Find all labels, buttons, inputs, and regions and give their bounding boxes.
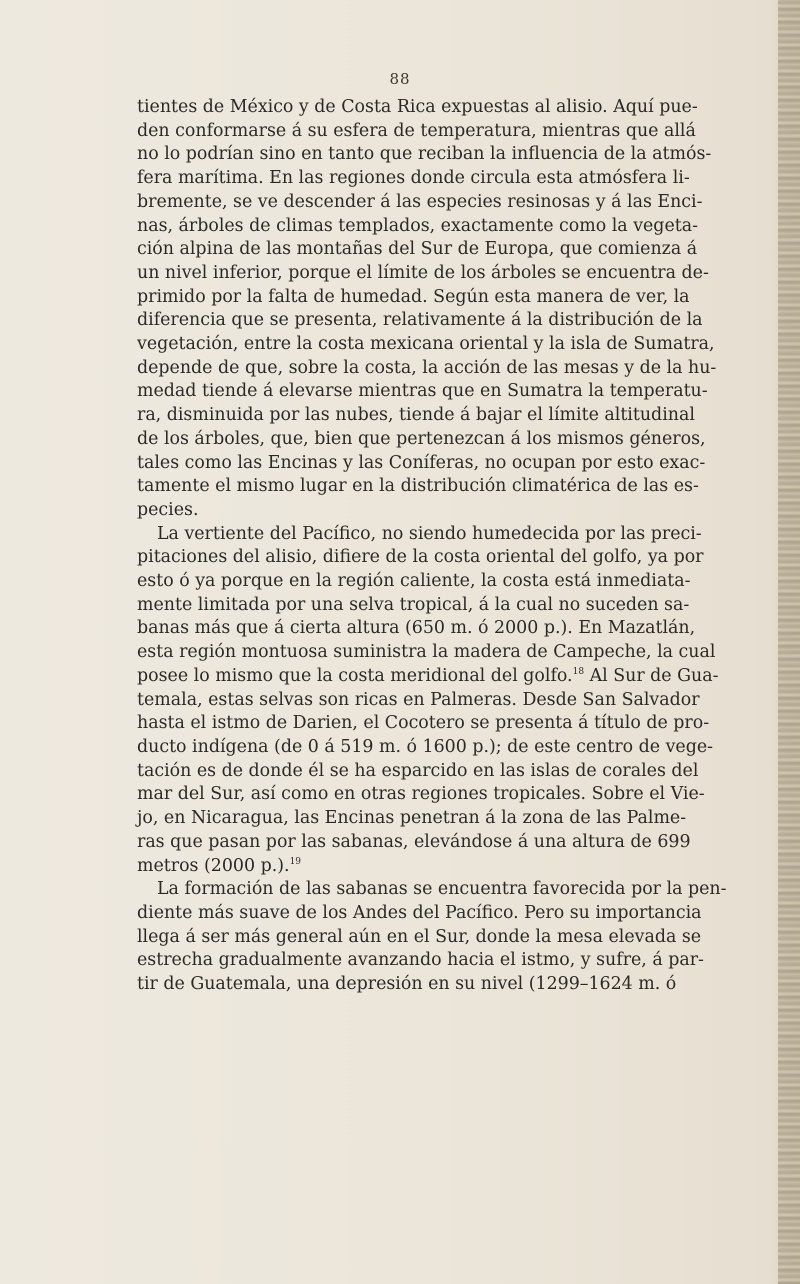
page-number: 88	[389, 70, 411, 88]
text-line-content: ras que pasan por las sabanas, elevándose á una altura de 699	[137, 831, 691, 852]
text-line-content: medad tiende á elevarse mientras que en Sumatra la temperatu-	[137, 381, 708, 402]
text-line-content: ción alpina de las montañas del Sur de Europa, que comienza á	[137, 239, 698, 260]
text-line-content: ra, disminuida por las nubes, tiende á bajar el límite altitudinal	[137, 405, 695, 426]
text-line-content: temala, estas selvas son ricas en Palmeras. Desde San Salvador	[137, 689, 700, 710]
text-line-content: La vertiente del Pacífico, no siendo humedecida por las preci-	[157, 523, 702, 544]
text-line-content: fera marítima. En las regiones donde circula esta atmósfera li-	[137, 168, 690, 189]
text-line	[137, 878, 727, 902]
text-line-content: mar del Sur, así como en otras regiones tropicales. Sobre el Vie-	[137, 784, 705, 805]
text-line	[137, 499, 667, 523]
text-line	[137, 594, 690, 618]
text-line-content: depende de que, sobre la costa, la acción de las mesas y de la hu-	[137, 357, 717, 378]
body-text	[137, 96, 727, 997]
text-line-content: tales como las Encinas y las Coníferas, no ocupan por esto exac-	[137, 452, 706, 473]
text-line-content: un nivel inferior, porque el límite de los árboles se encuentra de-	[137, 262, 709, 283]
text-line	[137, 689, 700, 713]
text-line	[137, 546, 704, 570]
text-line	[137, 120, 696, 144]
text-line	[137, 736, 714, 760]
text-line	[137, 96, 698, 120]
page-edge	[778, 0, 800, 1284]
text-line	[137, 926, 702, 950]
text-line	[137, 167, 690, 191]
text-line	[137, 665, 719, 689]
text-line	[137, 760, 699, 784]
text-line-content: no lo podrían sino en tanto que reciban la influencia de la atmós-	[137, 144, 712, 165]
text-line-content: tir de Guatemala, una depresión en su nivel (1299–1624 m. ó	[137, 974, 677, 995]
text-line	[137, 428, 706, 452]
text-line-content: pecies.	[137, 499, 199, 520]
text-line	[137, 973, 677, 997]
text-line	[137, 380, 708, 404]
text-line	[137, 262, 709, 286]
text-line-content: jo, en Nicaragua, las Encinas penetran á la zona de las Palme-	[137, 808, 687, 829]
text-line-content: diferencia que se presenta, relativamente á la distribución de la	[137, 310, 703, 331]
text-line	[137, 902, 702, 926]
text-line	[137, 783, 705, 807]
text-line	[137, 831, 691, 855]
text-line	[137, 309, 703, 333]
text-line-content: bremente, se ve descender á las especies resinosas y á las Enci-	[137, 191, 703, 212]
text-line	[137, 641, 716, 665]
text-line-content: estrecha gradualmente avanzando hacia el istmo, y sufre, á par-	[137, 950, 704, 971]
text-line-content: ducto indígena (de 0 á 519 m. ó 1600 p.); de este centro de vege-	[137, 736, 714, 757]
text-line	[137, 143, 712, 167]
footnote-marker: 19	[289, 856, 302, 867]
text-line-content: esto ó ya porque en la región caliente, la costa está inmediata-	[137, 571, 691, 592]
text-line	[137, 617, 696, 641]
text-line	[137, 333, 715, 357]
text-line-content: tamente el mismo lugar en la distribución climatérica de las es-	[137, 476, 699, 497]
text-line	[137, 855, 667, 879]
text-line-content: primido por la falta de humedad. Según esta manera de ver, la	[137, 286, 690, 307]
text-line	[137, 475, 699, 499]
text-line	[137, 286, 690, 310]
text-line	[137, 191, 703, 215]
text-line-content: nas, árboles de climas templados, exactamente como la vegeta-	[137, 215, 698, 236]
text-line-content: banas más que á cierta altura (650 m. ó 2000 p.). En Mazatlán,	[137, 618, 696, 639]
text-line	[137, 215, 698, 239]
text-line	[137, 404, 695, 428]
text-line-content: diente más suave de los Andes del Pacífico. Pero su importancia	[137, 902, 702, 923]
text-line-content: llega á ser más general aún en el Sur, donde la mesa elevada se	[137, 926, 702, 947]
text-line-content: hasta el istmo de Darien, el Cocotero se presenta á título de pro-	[137, 713, 710, 734]
text-line	[137, 807, 687, 831]
text-line	[137, 523, 702, 547]
text-line	[137, 452, 706, 476]
text-line-content: posee lo mismo que la costa meridional del golfo.	[137, 665, 573, 686]
text-line	[137, 949, 704, 973]
text-line-content: vegetación, entre la costa mexicana oriental y la isla de Sumatra,	[137, 334, 715, 355]
text-line	[137, 238, 698, 262]
text-line-content: tación es de donde él se ha esparcido en las islas de corales del	[137, 760, 699, 781]
text-line-content: La formación de las sabanas se encuentra favorecida por la pen-	[157, 879, 727, 900]
text-line-continuation: Al Sur de Gua-	[584, 665, 719, 686]
text-line-content: tientes de México y de Costa Rica expuestas al alisio. Aquí pue-	[137, 97, 698, 117]
text-line-content: pitaciones del alisio, difiere de la costa oriental del golfo, ya por	[137, 547, 704, 568]
text-line	[137, 570, 691, 594]
text-line-content: de los árboles, que, bien que pertenezcan á los mismos géneros,	[137, 428, 706, 449]
text-line-content: esta región montuosa suministra la madera de Campeche, la cual	[137, 642, 716, 663]
text-line-content: den conformarse á su esfera de temperatura, mientras que allá	[137, 120, 696, 141]
text-line-content: mente limitada por una selva tropical, á la cual no suceden sa-	[137, 594, 690, 615]
text-line	[137, 712, 710, 736]
text-line	[137, 357, 717, 381]
footnote-marker: 18	[572, 667, 585, 678]
text-line-content: metros (2000 p.).	[137, 855, 290, 876]
